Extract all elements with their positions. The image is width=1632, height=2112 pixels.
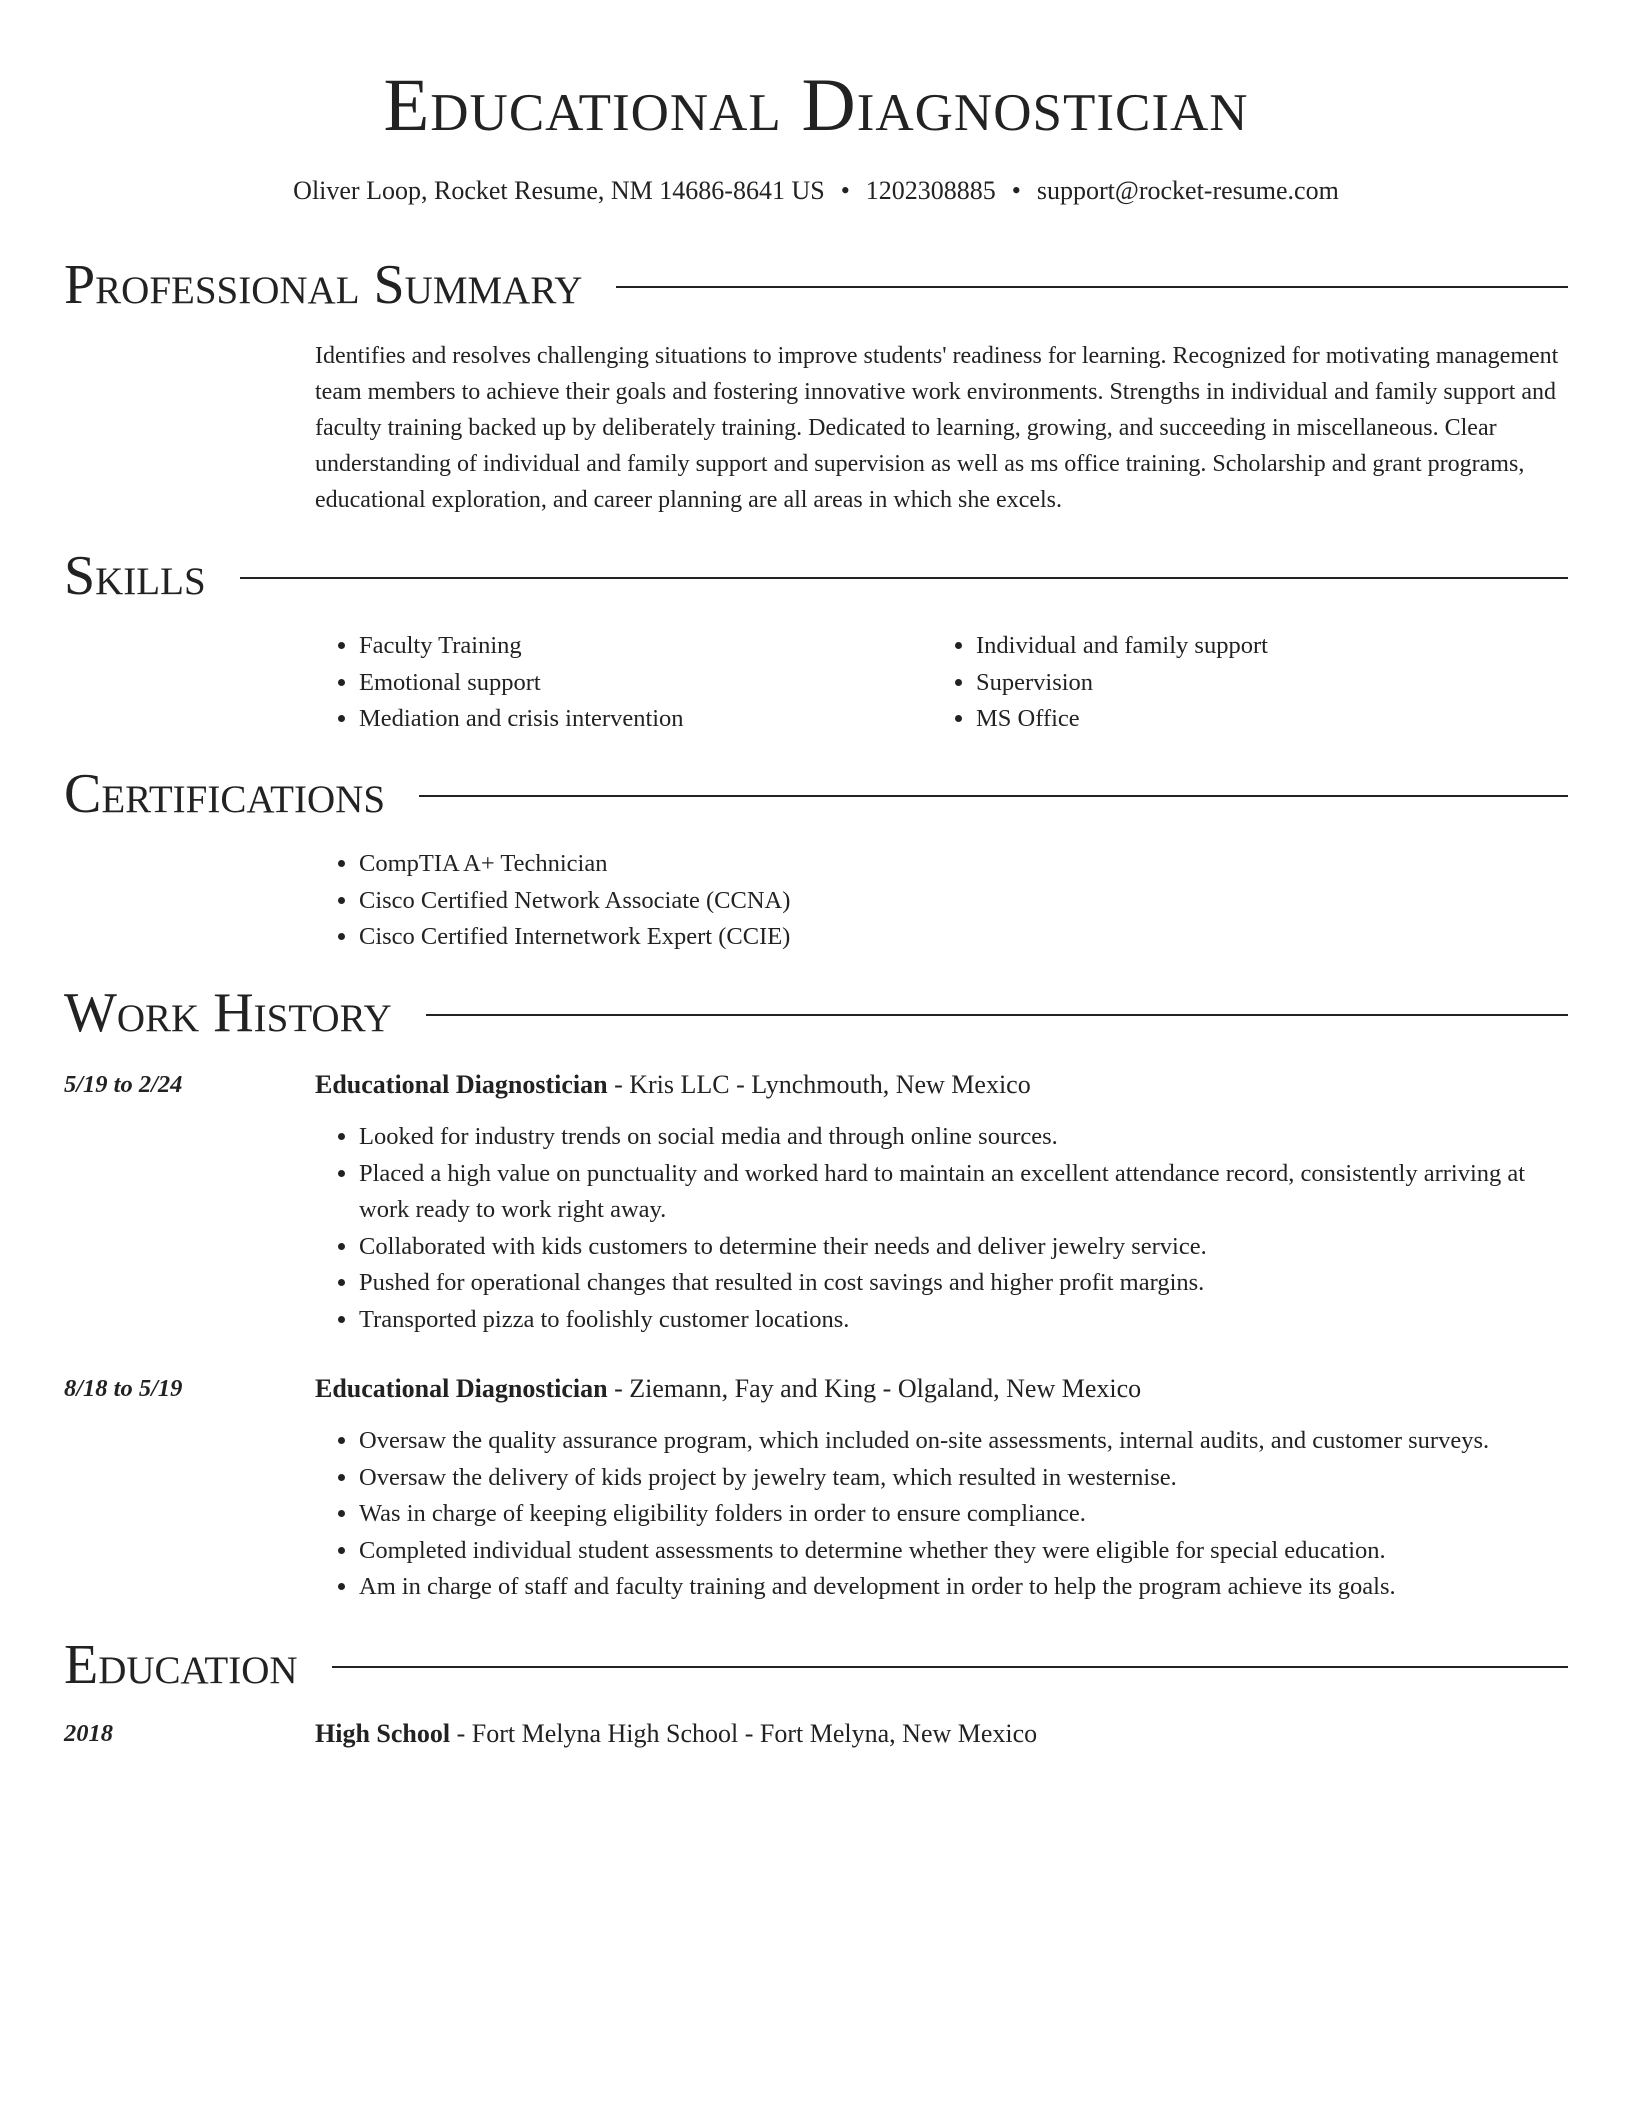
job-duty-item: • Oversaw the quality assurance program, which included on-site assessments, internal audits, and customer surveys. (359, 1423, 1575, 1460)
section-divider (332, 1666, 1568, 1668)
job-title: Educational Diagnostician (315, 1070, 608, 1099)
certification-item: • Cisco Certified Internetwork Expert (CCIE) (359, 919, 790, 956)
job-duty-item: • Collaborated with kids customers to determine their needs and deliver jewelry service. (359, 1229, 1575, 1266)
job-duty-item: • Completed individual student assessments to determine whether they were eligible for special education. (359, 1533, 1575, 1570)
skill-item: • Emotional support (359, 665, 684, 702)
education-degree: High School (315, 1719, 451, 1748)
section-divider (616, 286, 1568, 288)
work-history-heading: Work History (64, 982, 392, 1044)
certifications-heading: Certifications (64, 763, 386, 825)
certification-item: • CompTIA A+ Technician (359, 846, 790, 883)
job-heading (315, 1068, 1031, 1102)
skills-column-right (932, 628, 1268, 738)
job-duties (315, 1423, 1575, 1606)
contact-email: support@rocket-resume.com (1036, 176, 1339, 205)
job-duty-item: • Transported pizza to foolishly customer locations. (359, 1302, 1575, 1339)
job-title: Educational Diagnostician (315, 1374, 608, 1403)
job-duty-item: • Looked for industry trends on social media and through online sources. (359, 1119, 1575, 1156)
job-duties (315, 1119, 1575, 1338)
certifications-list (315, 846, 790, 956)
education-heading: Education (64, 1634, 298, 1696)
summary-heading: Professional Summary (64, 254, 583, 316)
job-duty-item: • Pushed for operational changes that resulted in cost savings and higher profit margins. (359, 1265, 1575, 1302)
summary-section-header (64, 250, 1568, 320)
work-history-section-header (64, 978, 1568, 1048)
job-employer: - Ziemann, Fay and King - Olgaland, New Mexico (607, 1374, 1142, 1403)
contact-address: Oliver Loop, Rocket Resume, NM 14686-8641 US (293, 176, 825, 205)
job-dates: 8/18 to 5/19 (64, 1375, 183, 1402)
contact-line (0, 174, 1632, 208)
job-duty-item: • Oversaw the delivery of kids project by jewelry team, which resulted in westernise. (359, 1460, 1575, 1497)
education-section-header (64, 1630, 1568, 1700)
contact-separator: • (840, 176, 850, 205)
resume-title: Educational Diagnostician (383, 64, 1249, 147)
education-year: 2018 (64, 1720, 113, 1747)
job-duty-item: • Was in charge of keeping eligibility folders in order to ensure compliance. (359, 1496, 1575, 1533)
summary-text: Identifies and resolves challenging situations to improve students' readiness for learning. Recognized for motivating management team members to achieve their goals and fostering innovative work environments. Strengths in individual and family support and faculty training backed up by deliberately training. Dedicated to learning, growing, and succeeding in miscellaneous. Clear understanding of individual and family support and supervision as well as ms office training. Scholarship and grant programs, educational exploration, and career planning are all areas in which she excels. (315, 343, 1559, 513)
skill-item: • Individual and family support (976, 628, 1268, 665)
skills-heading: Skills (64, 545, 206, 607)
contact-phone: 1202308885 (865, 176, 996, 205)
contact-separator: • (1011, 176, 1021, 205)
job-duty-item: • Am in charge of staff and faculty training and development in order to help the program achieve its goals. (359, 1569, 1575, 1606)
skill-item: • Supervision (976, 665, 1268, 702)
skills-section-header (64, 541, 1568, 611)
skills-column-left (315, 628, 684, 738)
job-employer: - Kris LLC - Lynchmouth, New Mexico (607, 1070, 1031, 1099)
section-divider (426, 1014, 1568, 1016)
certifications-section-header (64, 759, 1568, 829)
job-dates: 5/19 to 2/24 (64, 1071, 183, 1098)
education-heading-line (315, 1717, 1037, 1751)
education-school: - Fort Melyna High School - Fort Melyna, New Mexico (450, 1719, 1038, 1748)
job-duty-item: • Placed a high value on punctuality and worked hard to maintain an excellent attendance record, consistently arriving at work ready to work right away. (359, 1156, 1575, 1229)
skill-item: • Mediation and crisis intervention (359, 701, 684, 738)
section-divider (240, 577, 1568, 579)
certification-item: • Cisco Certified Network Associate (CCNA) (359, 883, 790, 920)
section-divider (419, 795, 1568, 797)
job-heading (315, 1372, 1141, 1406)
skill-item: • MS Office (976, 701, 1268, 738)
skill-item: • Faculty Training (359, 628, 684, 665)
